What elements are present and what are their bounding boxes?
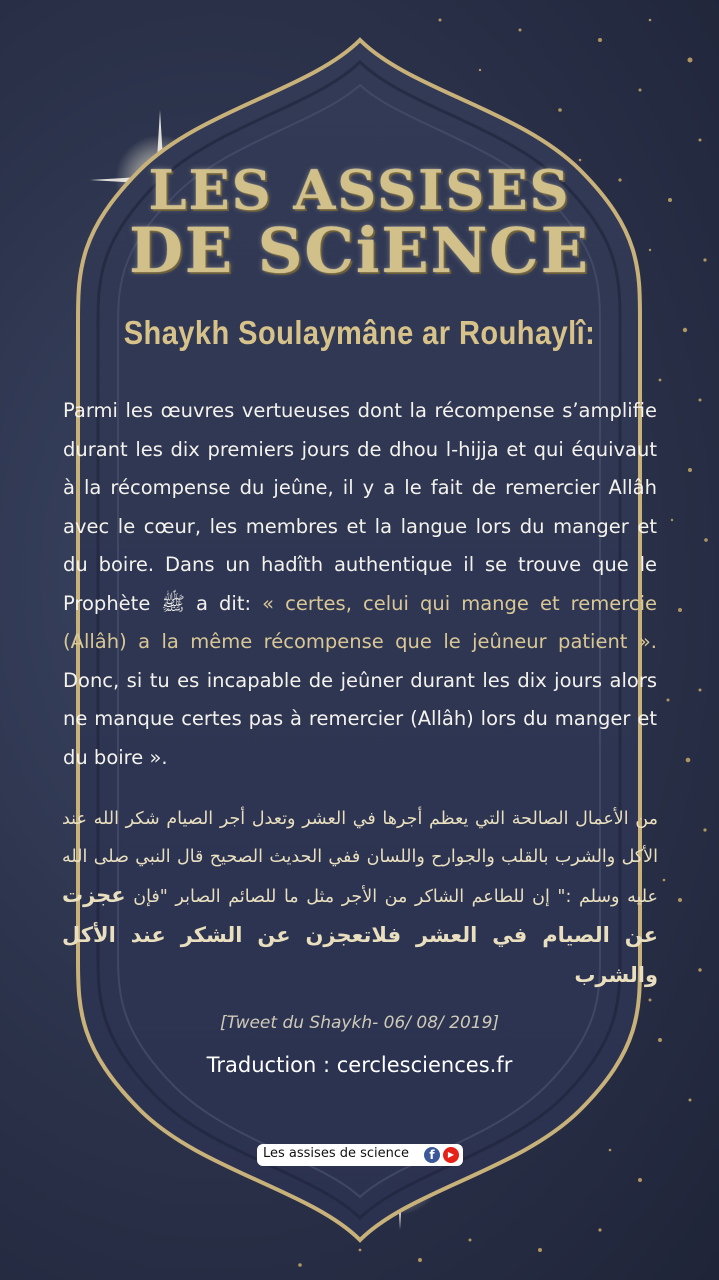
translation-credit: Traduction : cerclesciences.fr (206, 1053, 513, 1077)
social-badge[interactable] (257, 1144, 463, 1166)
author-title: Shaykh Soulaymâne ar Rouhaylî: (123, 314, 596, 351)
french-translation (63, 392, 657, 777)
arabic-text (62, 800, 658, 996)
hadith-quote: « certes, celui qui mange et remercie (Allâh) a la même récompense que le jeûneur patient ». (63, 591, 657, 653)
facebook-icon[interactable]: f (424, 1147, 440, 1163)
youtube-icon[interactable]: ▶ (443, 1147, 459, 1163)
arabic-text-last-line: عجزت عن الصيام في العشر فلاتعجزن عن الشكر عند الأكل والشرب (62, 883, 658, 987)
french-text-part-2: Donc, si tu es incapable de jeûner durant les dix jours alors ne manque certes pas à remercier (Allâh) lors du manger et du boire ». (63, 668, 657, 769)
badge-label: Les assises de science (263, 1146, 410, 1161)
arabic-text-body: من الأعمال الصالحة التي يعظم أجرها في العشر وتعدل أجر الصيام شكر الله عند الأكل والشرب بالقلب والجوارح واللسان ففي الحديث الصحيح قال النبي صلى الله عليه وسلم :" إن للطاعم الشاكر من الأجر مثل ما للصائم الصابر "فإن (62, 809, 658, 907)
tweet-source: [Tweet du Shaykh- 06/ 08/ 2019] (219, 1013, 500, 1033)
logo-line-2: DE SCiENCE (129, 214, 590, 287)
logo-line-1: LES ASSISES (148, 158, 571, 222)
french-text-part-1: Parmi les œuvres vertueuses dont la récompense s’amplifie durant les dix premiers jours de dhou l-hijja et qui équivaut à la récompense du jeûne, il y a le fait de remercier Allâh avec le cœur, les membres et la langue lors du manger et du boire. Dans un hadîth authentique il se trouve que le Prophète ﷺ a dit: (63, 399, 657, 615)
